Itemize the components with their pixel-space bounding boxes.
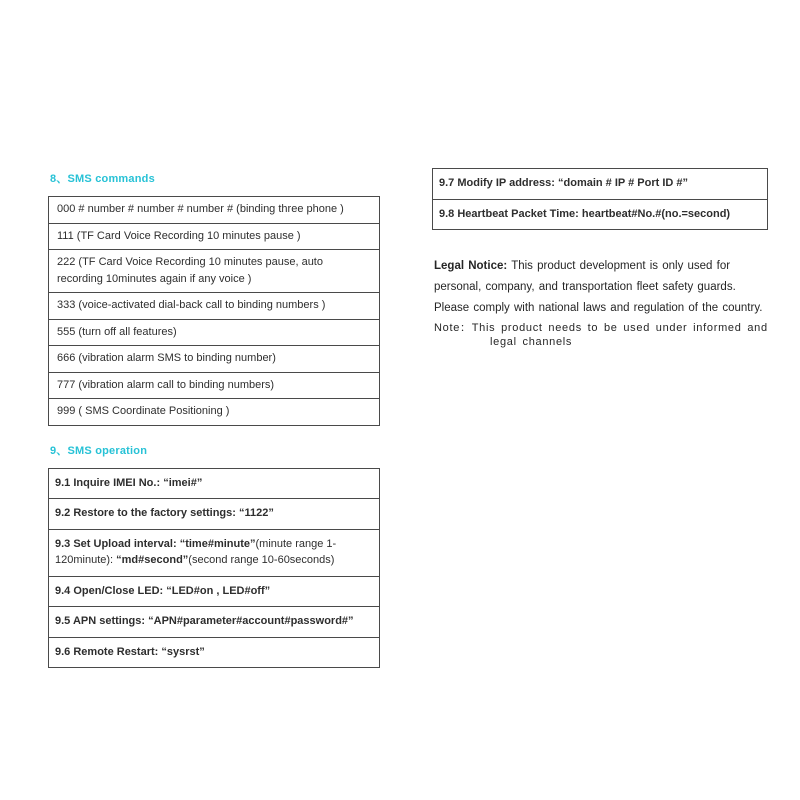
sms-operation-table bbox=[48, 468, 380, 669]
table-row bbox=[49, 606, 379, 637]
table-row-segment: “APN#parameter#account#password#” bbox=[148, 615, 354, 627]
table-row bbox=[433, 199, 767, 230]
table-row-segment: 333 (voice-activated dial-back call to binding numbers ) bbox=[57, 299, 326, 311]
table-row bbox=[49, 398, 379, 425]
network-settings-table bbox=[432, 168, 768, 230]
table-row-segment: “domain # IP # Port ID #” bbox=[558, 177, 689, 189]
table-row bbox=[49, 319, 379, 346]
legal-notice-label: Legal Notice: bbox=[434, 260, 508, 272]
table-row-segment: 222 (TF Card Voice Recording 10 minutes pause, auto recording 10minutes again if any voice ) bbox=[57, 256, 323, 285]
table-row-segment: “imei#” bbox=[163, 476, 203, 489]
table-row-segment: “LED#on , LED#off” bbox=[166, 584, 271, 597]
table-row-segment: 666 (vibration alarm SMS to binding number) bbox=[57, 352, 276, 364]
table-row-segment: 9.7 Modify IP address: bbox=[439, 177, 559, 189]
table-row bbox=[49, 469, 379, 499]
table-row bbox=[49, 197, 379, 223]
table-row-segment: 9.4 Open/Close LED: bbox=[55, 584, 167, 597]
left-column bbox=[48, 170, 380, 668]
table-row-segment: (second range 10-60seconds) bbox=[188, 554, 335, 566]
table-row-segment: “1122” bbox=[239, 507, 274, 519]
table-row bbox=[49, 372, 379, 399]
table-row bbox=[433, 169, 767, 199]
table-row bbox=[49, 223, 379, 250]
table-row bbox=[49, 637, 379, 668]
table-row-segment: 9.1 Inquire IMEI No.: bbox=[55, 476, 164, 489]
table-row-segment: 111 (TF Card Voice Recording 10 minutes pause ) bbox=[57, 229, 301, 242]
note-text bbox=[434, 321, 774, 349]
note-line-2: legal channels bbox=[490, 336, 573, 348]
sms-operation-heading: 9、SMS operation bbox=[50, 444, 148, 457]
table-row-segment: 777 (vibration alarm call to binding numbers) bbox=[57, 378, 275, 391]
table-row bbox=[49, 249, 379, 292]
table-row-segment: 9.3 Set Upload interval: bbox=[55, 537, 180, 550]
table-row-segment: “sysrst” bbox=[161, 645, 205, 658]
legal-notice-text: This product development is only used for personal, company, and transportation fleet safety guards. bbox=[434, 260, 736, 293]
table-row-segment: 9.2 Restore to the factory settings: bbox=[55, 507, 239, 519]
note-line-1: Note：This product needs to be used under informed and bbox=[434, 322, 768, 334]
table-row-segment: “md#second” bbox=[116, 554, 189, 566]
table-row-segment: (minute range 1-120minute): bbox=[55, 537, 337, 566]
table-row bbox=[49, 529, 379, 576]
sms-commands-table bbox=[48, 196, 380, 426]
table-row-segment: 9.8 Heartbeat Packet Time: heartbeat#No.#(no.=second) bbox=[439, 207, 731, 220]
table-row-segment: 555 (turn off all features) bbox=[57, 325, 177, 338]
legal-notice bbox=[434, 256, 774, 298]
right-column bbox=[432, 168, 768, 349]
table-row bbox=[49, 498, 379, 529]
table-row-segment: 9.6 Remote Restart: bbox=[55, 645, 162, 658]
table-row-segment: 000 # number # number # number # (binding three phone ) bbox=[57, 203, 344, 215]
table-row bbox=[49, 345, 379, 372]
table-row bbox=[49, 576, 379, 607]
sms-commands-heading: 8、SMS commands bbox=[50, 173, 155, 185]
comply-text: Please comply with national laws and regulation of the country. bbox=[434, 302, 763, 314]
table-row bbox=[49, 292, 379, 319]
table-row-segment: 999 ( SMS Coordinate Positioning ) bbox=[57, 405, 230, 417]
table-row-segment: “time#minute” bbox=[179, 537, 256, 550]
table-row-segment: 9.5 APN settings: bbox=[55, 615, 149, 627]
